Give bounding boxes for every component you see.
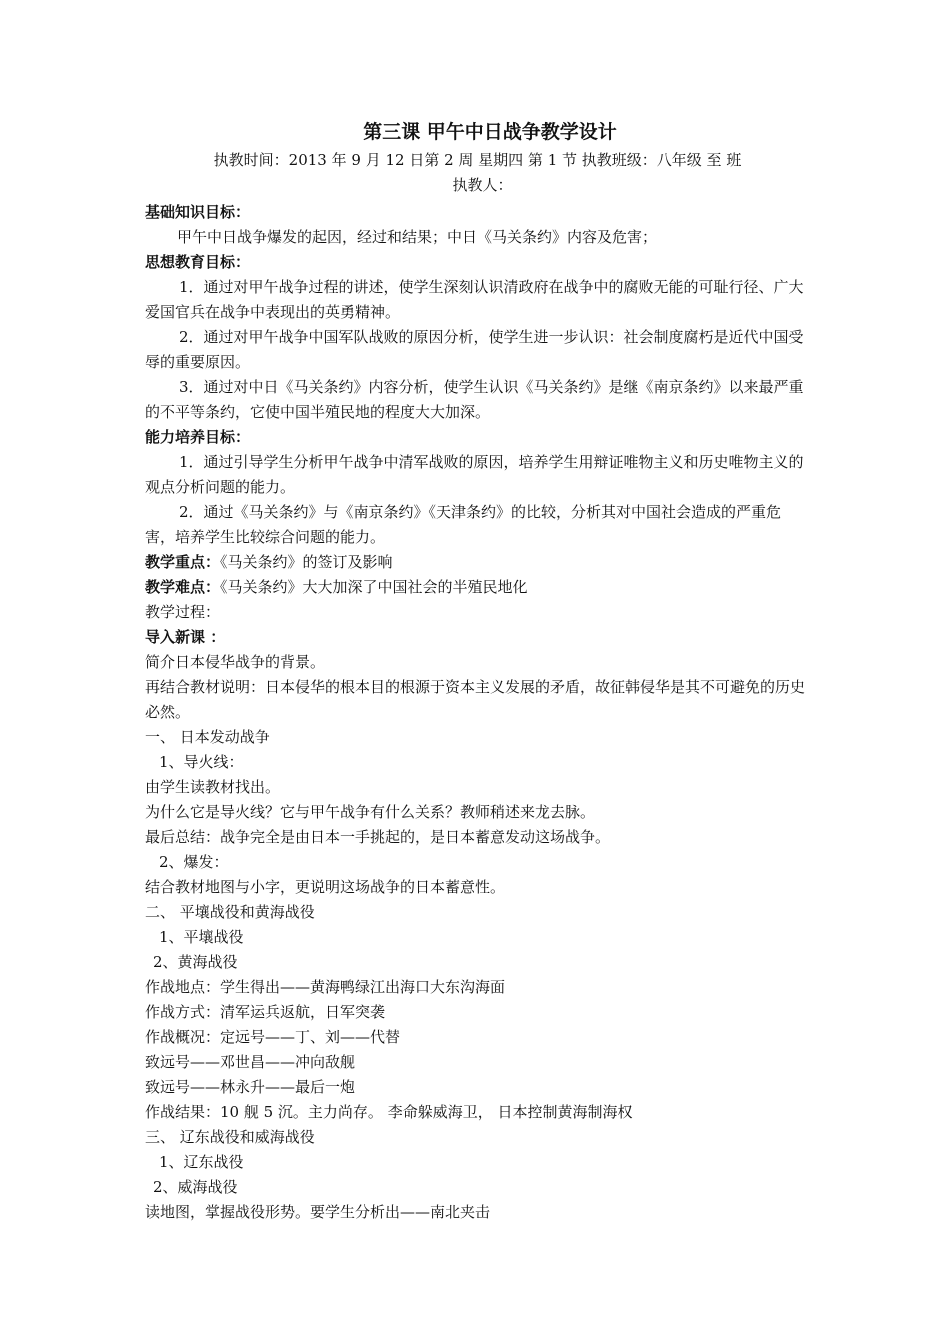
intro-heading: 导入新课 ： [145,628,226,646]
subsection-heading: 1、辽东战役 [159,1153,244,1171]
body-line: 作战方式：清军运兵返航，日军突袭 [145,1003,386,1021]
basic-knowledge-text: 甲午中日战争爆发的起因，经过和结果；中日《马关条约》内容及危害； [177,228,658,246]
document-title: 第三课 甲午中日战争教学设计 [363,121,617,143]
body-line: 作战结果：10 舰 5 沉。主力尚存。 李命躲威海卫， 日本控制黄海制海权 [145,1103,633,1121]
body-line: 作战地点：学生得出——黄海鸭绿江出海口大东沟海面 [145,978,506,996]
meta-teacher: 执教人： [452,176,513,194]
body-line: 由学生读教材找出。 [145,778,281,796]
section-heading-3: 三、 辽东战役和威海战役 [145,1128,315,1146]
section-heading-1: 一、 日本发动战争 [145,728,270,746]
body-line: 作战概况：定远号——丁、刘——代替 [145,1028,401,1046]
teaching-difficulty [145,575,810,600]
body-line: 致远号——林永升——最后一炮 [145,1078,356,1096]
ability-item-2: 2．通过《马关条约》与《南京条约》《天津条约》的比较，分析其对中国社会造成的严重危害，培养学生比较综合问题的能力。 [145,503,782,546]
body-line: 结合教材地图与小字，更说明这场战争的日本蓄意性。 [145,878,506,896]
subsection-heading: 2、黄海战役 [153,953,238,971]
key-label: 教学重点： [145,553,221,571]
body-line: 再结合教材说明：日本侵华的根本目的根源于资本主义发展的矛盾，故征韩侵华是其不可避免的历史必然。 [145,678,806,721]
subsection-heading: 2、爆发： [159,853,229,871]
thought-item-2: 2．通过对甲午战争中国军队战败的原因分析，使学生进一步认识：社会制度腐朽是近代中国受辱的重要原因。 [145,328,804,371]
ability-item-1: 1．通过引导学生分析甲午战争中清军战败的原因，培养学生用辩证唯物主义和历史唯物主义的观点分析问题的能力。 [145,453,804,496]
teaching-key-point [145,550,810,575]
thought-item-1: 1．通过对甲午战争过程的讲述，使学生深刻认识清政府在战争中的腐败无能的可耻行径、广大爱国官兵在战争中表现出的英勇精神。 [145,278,804,321]
basic-knowledge-heading: 基础知识目标： [145,203,251,221]
meta-time-class: 执教时间：2013 年 9 月 12 日第 2 周 星期四 第 1 节 执教班级：八年级 至 班 [213,151,742,169]
body-line: 致远号——邓世昌——冲向敌舰 [145,1053,356,1071]
document-page [145,118,810,1225]
subsection-heading: 1、导火线： [159,753,244,771]
key-text: 《马关条约》的签订及影响 [220,553,393,571]
body-line: 读地图，掌握战役形势。要学生分析出——南北夹击 [145,1203,491,1221]
body-line: 为什么它是导火线？它与甲午战争有什么关系？教师稍述来龙去脉。 [145,803,596,821]
thought-item-3: 3．通过对中日《马关条约》内容分析，使学生认识《马关条约》是继《南京条约》以来最严重的不平等条约，它使中国半殖民地的程度大大加深。 [145,378,804,421]
difficult-label: 教学难点： [145,578,221,596]
ability-heading: 能力培养目标： [145,428,251,446]
section-heading-2: 二、 平壤战役和黄海战役 [145,903,315,921]
subsection-heading: 1、平壤战役 [159,928,244,946]
teaching-process-label: 教学过程： [145,603,221,621]
subsection-heading: 2、威海战役 [153,1178,238,1196]
thought-education-heading: 思想教育目标： [145,253,251,271]
body-line: 最后总结：战争完全是由日本一手挑起的，是日本蓄意发动这场战争。 [145,828,611,846]
body-line: 简介日本侵华战争的背景。 [145,653,326,671]
difficult-text: 《马关条约》大大加深了中国社会的半殖民地化 [220,578,528,596]
